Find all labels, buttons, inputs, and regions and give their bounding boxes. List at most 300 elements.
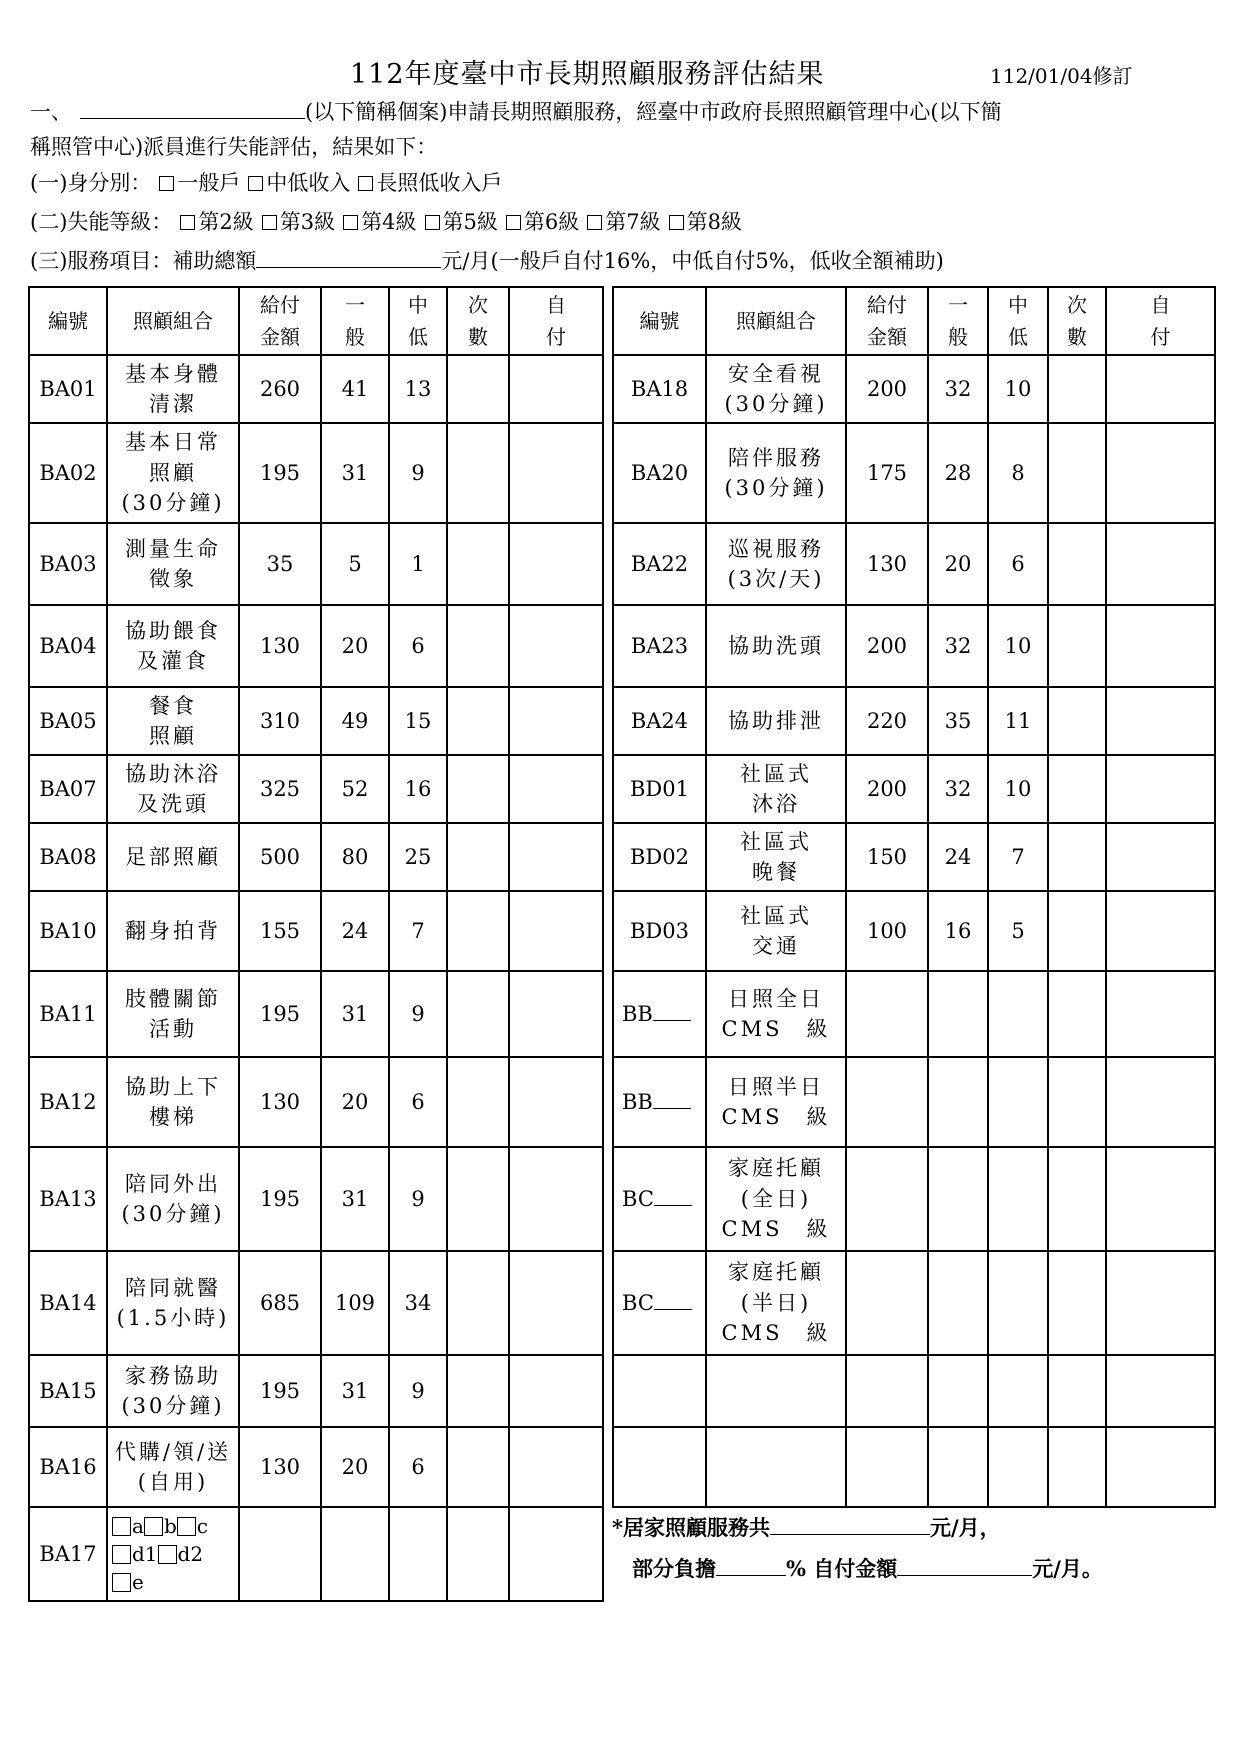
disability-option: 第8級 <box>686 210 743 234</box>
applicant-name-blank[interactable] <box>80 117 305 119</box>
table-row <box>613 423 1215 523</box>
disability-option: 第7級 <box>605 210 661 234</box>
self-pay-amount-blank[interactable] <box>897 1574 1032 1576</box>
ba17-option-label: d2 <box>177 1542 204 1566</box>
general-copay: 31 <box>321 971 389 1057</box>
service-name-line: 巡視服務 <box>728 536 824 561</box>
service-name-line: 社區式 <box>740 903 812 928</box>
pay-amount: 310 <box>239 687 321 755</box>
self-pay-cell[interactable] <box>509 823 603 891</box>
pay-amount: 195 <box>239 1147 321 1251</box>
service-name-line: (30分鐘) <box>121 1202 225 1226</box>
table-row <box>29 891 603 971</box>
checkbox[interactable] <box>669 215 684 230</box>
checkbox[interactable] <box>158 1545 177 1564</box>
general-copay: 31 <box>321 1355 389 1427</box>
table-row <box>29 1507 603 1601</box>
service-name <box>706 891 846 971</box>
service-name-line: 日照全日 <box>728 986 824 1011</box>
disability-option: 第2級 <box>198 210 254 234</box>
count-cell[interactable] <box>1048 1147 1106 1251</box>
self-pay-cell[interactable] <box>1106 687 1215 755</box>
service-name-line: 陪同就醫 <box>125 1275 221 1300</box>
disability-option: 第4級 <box>361 210 417 234</box>
midlow-copay: 10 <box>988 605 1048 687</box>
service-code: BA24 <box>613 687 706 755</box>
general-copay: 52 <box>321 755 389 823</box>
midlow-copay: 1 <box>389 523 447 605</box>
pay-amount: 325 <box>239 755 321 823</box>
self-pay-cell[interactable] <box>1106 1251 1215 1355</box>
service-name-line: 活動 <box>149 1017 197 1041</box>
service-code: BA22 <box>613 523 706 605</box>
service-code: BA02 <box>29 423 107 523</box>
midlow-copay: 6 <box>389 605 447 687</box>
count-cell[interactable] <box>447 605 509 687</box>
ba17-option-label: a <box>132 1514 144 1538</box>
pay-amount: 260 <box>239 355 321 423</box>
service-code <box>613 1427 706 1507</box>
pay-amount: 155 <box>239 891 321 971</box>
checkbox[interactable] <box>343 215 358 230</box>
self-pay-cell[interactable] <box>509 355 603 423</box>
self-pay-cell[interactable] <box>509 1355 603 1427</box>
service-name-line: 測量生命 <box>125 536 221 561</box>
service-name-line: 安全看視 <box>728 361 824 386</box>
service-code: BA13 <box>29 1147 107 1251</box>
service-name-line: 協助洗頭 <box>728 633 824 658</box>
count-cell[interactable] <box>1048 1427 1106 1507</box>
self-pay-cell[interactable] <box>509 1057 603 1147</box>
general-copay <box>928 1251 988 1355</box>
midlow-copay: 25 <box>389 823 447 891</box>
service-code: BA03 <box>29 523 107 605</box>
service-code-blank[interactable] <box>654 1204 692 1206</box>
general-copay: 49 <box>321 687 389 755</box>
intro-line-1 <box>30 96 1002 126</box>
service-name-line: 及洗頭 <box>137 792 209 816</box>
self-pay-cell[interactable] <box>509 971 603 1057</box>
copay-percent-blank[interactable] <box>716 1574 786 1576</box>
self-pay-cell[interactable] <box>1106 971 1215 1057</box>
count-cell[interactable] <box>447 823 509 891</box>
table-row <box>613 605 1215 687</box>
self-pay-cell[interactable] <box>509 1427 603 1507</box>
checkbox[interactable] <box>506 215 521 230</box>
general-copay: 32 <box>928 355 988 423</box>
general-copay: 35 <box>928 687 988 755</box>
service-code: BA04 <box>29 605 107 687</box>
service-name-line: 基本身體 <box>125 361 221 386</box>
service-name-line: 日照半日 <box>728 1074 824 1099</box>
table-row <box>29 423 603 523</box>
service-name <box>107 755 239 823</box>
service-code: BA05 <box>29 687 107 755</box>
count-cell[interactable] <box>1048 891 1106 971</box>
service-name-line: (30分鐘) <box>121 1394 225 1418</box>
count-cell[interactable] <box>447 971 509 1057</box>
checkbox[interactable] <box>587 215 602 230</box>
count-cell[interactable] <box>1048 971 1106 1057</box>
empty-cell[interactable] <box>321 1507 389 1601</box>
service-label: (三)服務項目：補助總額 <box>30 249 257 273</box>
service-name <box>706 355 846 423</box>
service-name <box>706 1251 846 1355</box>
checkbox[interactable] <box>177 1517 196 1536</box>
table-header-row <box>29 287 603 355</box>
subsidy-total-blank[interactable] <box>256 266 441 268</box>
count-cell[interactable] <box>1048 423 1106 523</box>
service-name-line: 家務協助 <box>125 1363 221 1388</box>
general-copay: 20 <box>321 1057 389 1147</box>
general-copay: 109 <box>321 1251 389 1355</box>
general-copay <box>928 1147 988 1251</box>
table-row <box>613 1355 1215 1427</box>
service-suffix: 元/月(一般戶自付16%，中低自付5%，低收全額補助) <box>441 249 944 273</box>
table-row <box>613 355 1215 423</box>
midlow-copay: 15 <box>389 687 447 755</box>
checkbox[interactable] <box>159 176 174 191</box>
header-general: 一 般 <box>928 287 988 355</box>
service-code-prefix: BB <box>622 1089 653 1114</box>
service-name <box>107 971 239 1057</box>
service-name <box>706 1427 846 1507</box>
pay-amount: 100 <box>846 891 928 971</box>
midlow-copay: 6 <box>389 1427 447 1507</box>
midlow-copay: 9 <box>389 423 447 523</box>
service-code-blank[interactable] <box>653 1019 691 1021</box>
header-count: 次 數 <box>447 287 509 355</box>
left-service-table <box>28 286 604 1602</box>
self-pay-cell[interactable] <box>1106 1057 1215 1147</box>
service-code <box>613 1251 706 1355</box>
table-row <box>613 1251 1215 1355</box>
count-cell[interactable] <box>1048 1355 1106 1427</box>
table-header-row <box>613 287 1215 355</box>
count-cell[interactable] <box>447 1427 509 1507</box>
service-code: BA07 <box>29 755 107 823</box>
disability-label: (二)失能等級： <box>30 210 173 234</box>
table-row <box>613 971 1215 1057</box>
count-cell[interactable] <box>447 523 509 605</box>
service-name <box>107 1355 239 1427</box>
footnote-line-1: *居家照顧服務共 元/月， <box>612 1515 1001 1540</box>
service-name <box>706 605 846 687</box>
service-name-line: 協助排泄 <box>728 708 824 733</box>
service-name-line: CMS 級 <box>721 1105 831 1129</box>
service-name <box>107 605 239 687</box>
pay-amount: 195 <box>239 423 321 523</box>
service-name <box>706 523 846 605</box>
service-name-line: 樓梯 <box>149 1105 197 1129</box>
service-name-line: 沐浴 <box>752 792 800 816</box>
count-cell[interactable] <box>447 355 509 423</box>
pay-amount: 35 <box>239 523 321 605</box>
general-copay: 16 <box>928 891 988 971</box>
checkbox[interactable] <box>112 1517 131 1536</box>
service-code: BD03 <box>613 891 706 971</box>
header-pay: 給付 金額 <box>846 287 928 355</box>
identity-option: 一般戶 <box>177 171 241 195</box>
service-name-line: 晚餐 <box>752 860 800 884</box>
count-cell[interactable] <box>1048 1057 1106 1147</box>
count-cell[interactable] <box>1048 755 1106 823</box>
pay-amount: 130 <box>846 523 928 605</box>
self-pay-cell[interactable] <box>1106 605 1215 687</box>
empty-cell[interactable] <box>389 1507 447 1601</box>
service-name-line: CMS 級 <box>721 1217 831 1242</box>
service-code: BA20 <box>613 423 706 523</box>
service-name-line: 代購/領/送 <box>114 1439 232 1464</box>
pay-amount: 200 <box>846 755 928 823</box>
self-pay-cell[interactable] <box>509 755 603 823</box>
count-cell[interactable] <box>447 755 509 823</box>
table-row <box>29 355 603 423</box>
service-code <box>613 1355 706 1427</box>
service-code: BD02 <box>613 823 706 891</box>
midlow-copay: 9 <box>389 1147 447 1251</box>
general-copay: 31 <box>321 1147 389 1251</box>
count-cell[interactable] <box>447 1251 509 1355</box>
service-name-line: 基本日常 <box>125 430 221 455</box>
pay-amount: 200 <box>846 355 928 423</box>
service-name-line: CMS 級 <box>721 1321 831 1346</box>
service-code: BA14 <box>29 1251 107 1355</box>
table-row <box>613 1427 1215 1507</box>
midlow-copay: 7 <box>988 823 1048 891</box>
service-name <box>107 1147 239 1251</box>
self-pay-cell[interactable] <box>509 605 603 687</box>
pay-amount: 130 <box>239 1057 321 1147</box>
count-cell[interactable] <box>1048 355 1106 423</box>
general-copay: 32 <box>928 605 988 687</box>
self-pay-cell[interactable] <box>509 1147 603 1251</box>
count-cell[interactable] <box>1048 523 1106 605</box>
service-name-line: (全日) <box>740 1186 812 1211</box>
midlow-copay: 5 <box>988 891 1048 971</box>
identity-label: (一)身分別： <box>30 171 152 195</box>
midlow-copay: 9 <box>389 1355 447 1427</box>
self-pay-cell[interactable] <box>509 687 603 755</box>
service-name <box>706 823 846 891</box>
title-row <box>0 52 1240 96</box>
table-row <box>613 823 1215 891</box>
service-code: BA17 <box>29 1507 107 1601</box>
midlow-copay <box>988 1427 1048 1507</box>
self-pay-cell[interactable] <box>509 891 603 971</box>
checkbox[interactable] <box>425 215 440 230</box>
service-name-line: CMS 級 <box>721 1017 831 1041</box>
empty-cell[interactable] <box>509 1507 603 1601</box>
pay-amount <box>846 1427 928 1507</box>
self-pay-cell[interactable] <box>509 423 603 523</box>
checkbox[interactable] <box>180 215 195 230</box>
count-cell[interactable] <box>447 1147 509 1251</box>
table-row <box>29 823 603 891</box>
table-row <box>613 755 1215 823</box>
midlow-copay <box>988 1057 1048 1147</box>
count-cell[interactable] <box>1048 605 1106 687</box>
service-name <box>706 1147 846 1251</box>
service-name <box>107 687 239 755</box>
service-code <box>613 1057 706 1147</box>
service-name <box>107 423 239 523</box>
pay-amount <box>846 971 928 1057</box>
header-midlow: 中 低 <box>389 287 447 355</box>
service-name-line: (3次/天) <box>727 567 825 591</box>
header-general: 一 般 <box>321 287 389 355</box>
service-row <box>30 245 944 275</box>
general-copay: 41 <box>321 355 389 423</box>
service-name-line: 照顧 <box>149 460 197 485</box>
table-row <box>29 1057 603 1147</box>
service-name <box>706 971 846 1057</box>
service-name-line: 及灌食 <box>137 649 209 673</box>
service-code: BA11 <box>29 971 107 1057</box>
table-row <box>613 891 1215 971</box>
table-row <box>29 1355 603 1427</box>
count-cell[interactable] <box>447 423 509 523</box>
midlow-copay <box>988 971 1048 1057</box>
service-code: BA01 <box>29 355 107 423</box>
self-pay-cell[interactable] <box>509 523 603 605</box>
service-code-prefix: BC <box>622 1290 654 1315</box>
count-cell[interactable] <box>1048 1251 1106 1355</box>
self-pay-cell[interactable] <box>1106 355 1215 423</box>
midlow-copay: 11 <box>988 687 1048 755</box>
service-code-blank[interactable] <box>654 1308 692 1310</box>
self-pay-cell[interactable] <box>1106 423 1215 523</box>
general-copay: 80 <box>321 823 389 891</box>
service-name <box>706 755 846 823</box>
general-copay: 20 <box>321 1427 389 1507</box>
service-name-line: 清潔 <box>149 392 197 416</box>
self-pay-cell[interactable] <box>1106 891 1215 971</box>
service-name-line: 陪同外出 <box>125 1171 221 1196</box>
self-pay-cell[interactable] <box>1106 523 1215 605</box>
pay-amount: 500 <box>239 823 321 891</box>
pay-amount: 685 <box>239 1251 321 1355</box>
pay-amount <box>846 1355 928 1427</box>
midlow-copay: 9 <box>389 971 447 1057</box>
empty-cell[interactable] <box>447 1507 509 1601</box>
general-copay: 31 <box>321 423 389 523</box>
pay-amount <box>846 1057 928 1147</box>
checkbox[interactable] <box>262 215 277 230</box>
service-name <box>107 891 239 971</box>
table-row <box>29 687 603 755</box>
checkbox[interactable] <box>248 176 263 191</box>
header-code: 編號 <box>613 287 706 355</box>
general-copay: 5 <box>321 523 389 605</box>
self-pay-cell[interactable] <box>1106 755 1215 823</box>
count-cell[interactable] <box>447 1355 509 1427</box>
header-midlow: 中 低 <box>988 287 1048 355</box>
checkbox[interactable] <box>112 1545 131 1564</box>
table-row <box>29 971 603 1057</box>
service-name-line: 餐食 <box>149 693 197 718</box>
empty-cell[interactable] <box>239 1507 321 1601</box>
ba17-option-label: b <box>163 1514 177 1538</box>
service-code: BA23 <box>613 605 706 687</box>
identity-option: 長照低收入戶 <box>376 171 503 195</box>
count-cell[interactable] <box>1048 823 1106 891</box>
service-code <box>613 1147 706 1251</box>
intro-text-1: (以下簡稱個案)申請長期照顧服務，經臺中市政府長照照顧管理中心(以下簡 <box>305 100 1002 124</box>
table-row <box>613 1057 1215 1147</box>
service-name-line: 徵象 <box>149 567 197 591</box>
service-code: BA10 <box>29 891 107 971</box>
pay-amount: 195 <box>239 971 321 1057</box>
service-name <box>706 1355 846 1427</box>
ba17-option-label: c <box>196 1514 208 1538</box>
identity-row <box>30 167 502 197</box>
pay-amount: 175 <box>846 423 928 523</box>
count-cell[interactable] <box>447 891 509 971</box>
count-cell[interactable] <box>447 1057 509 1147</box>
service-name-line: 照顧 <box>149 724 197 748</box>
service-name-line: 交通 <box>752 934 800 958</box>
service-code-prefix: BB <box>622 1001 653 1026</box>
service-code: BD01 <box>613 755 706 823</box>
service-code: BA15 <box>29 1355 107 1427</box>
intro-text-2: 稱照管中心)派員進行失能評估，結果如下： <box>30 135 438 159</box>
self-pay-cell[interactable] <box>509 1251 603 1355</box>
general-copay: 24 <box>928 823 988 891</box>
page-title: 112年度臺中市長期照顧服務評估結果 <box>350 59 825 90</box>
checkbox[interactable] <box>144 1517 163 1536</box>
service-name <box>107 1057 239 1147</box>
intro-prefix: 一、 <box>30 100 72 124</box>
disability-option: 第3級 <box>279 210 336 234</box>
midlow-copay: 6 <box>988 523 1048 605</box>
revision-date: 112/01/04修訂 <box>990 64 1133 88</box>
disability-row <box>30 206 742 236</box>
header-pay: 給付 金額 <box>239 287 321 355</box>
table-row <box>29 523 603 605</box>
pay-amount: 200 <box>846 605 928 687</box>
midlow-copay: 6 <box>389 1057 447 1147</box>
count-cell[interactable] <box>1048 687 1106 755</box>
self-pay-cell[interactable] <box>1106 1147 1215 1251</box>
service-name <box>706 423 846 523</box>
service-code <box>613 971 706 1057</box>
self-pay-cell[interactable] <box>1106 823 1215 891</box>
service-name <box>107 823 239 891</box>
midlow-copay: 7 <box>389 891 447 971</box>
count-cell[interactable] <box>447 687 509 755</box>
self-pay-cell[interactable] <box>1106 1427 1215 1507</box>
service-code-blank[interactable] <box>653 1107 691 1109</box>
table-row <box>613 523 1215 605</box>
midlow-copay: 16 <box>389 755 447 823</box>
disability-option: 第5級 <box>442 210 498 234</box>
service-code: BA18 <box>613 355 706 423</box>
home-care-total-blank[interactable] <box>770 1533 930 1535</box>
service-code: BA16 <box>29 1427 107 1507</box>
disability-option: 第6級 <box>523 210 580 234</box>
identity-option: 中低收入 <box>266 171 351 195</box>
pay-amount <box>846 1251 928 1355</box>
service-name <box>107 1251 239 1355</box>
checkbox[interactable] <box>112 1573 131 1592</box>
checkbox[interactable] <box>358 176 373 191</box>
general-copay <box>928 971 988 1057</box>
service-name-line: 社區式 <box>740 829 812 854</box>
midlow-copay: 13 <box>389 355 447 423</box>
self-pay-cell[interactable] <box>1106 1355 1215 1427</box>
service-name <box>706 687 846 755</box>
